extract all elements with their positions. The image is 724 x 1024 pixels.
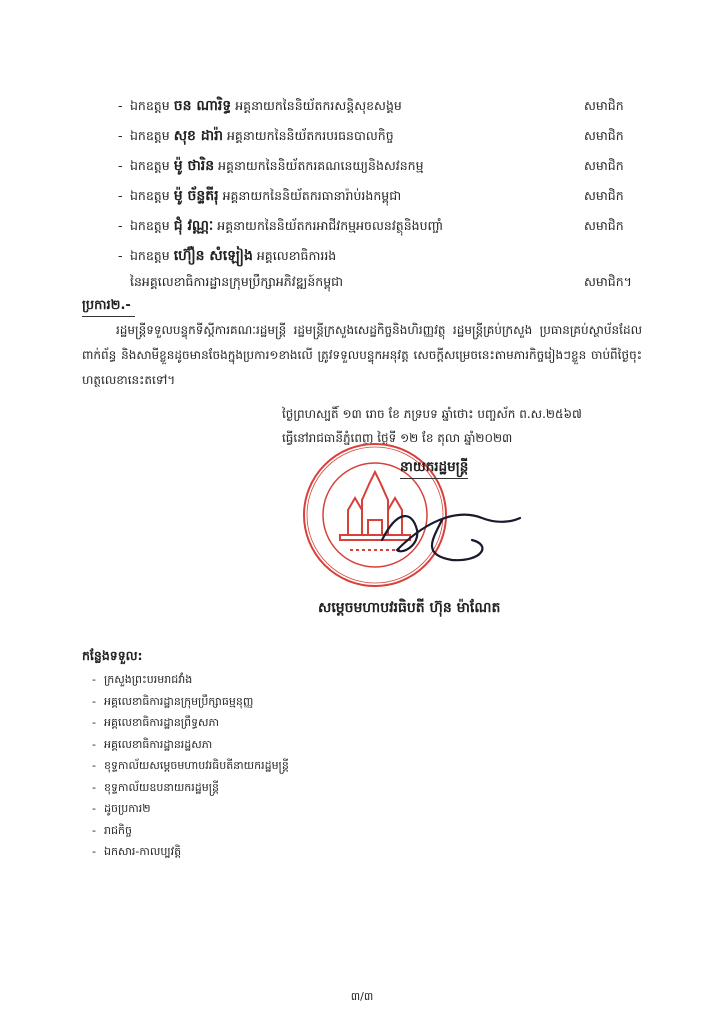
lunar-date: ថ្ងៃព្រហស្បតិ៍ ១៣ រោច ខែ ភទ្របទ ឆ្នាំថោះ បញ្ចស័ក ព.ស.២៥៦៧ <box>282 407 582 421</box>
article-heading: ប្រការ២.- <box>82 297 131 316</box>
list-item: - អគ្គលេខាធិការដ្ឋានរដ្ឋសភា <box>92 734 289 756</box>
list-item: - ខុទ្ទកាល័យឧបនាយករដ្ឋមន្ត្រី <box>92 777 289 799</box>
member-status: សមាជិក <box>584 128 624 143</box>
list-item: - ឯកសារ-កាលប្បវត្តិ <box>92 841 289 863</box>
list-item: - ក្រសួងព្រះបរមរាជវាំង <box>92 669 289 691</box>
member-row: - ឯកឧត្តម ហ៊ឿន សំឡៀង អគ្គលេខាធិការរង <box>118 248 337 264</box>
member-row: - ឯកឧត្តម សុខ ដារ៉ា អគ្គនាយកនៃនិយ័តករបរធនបាលកិច្ច សមាជិក <box>118 124 664 148</box>
member-row-continuation <box>130 270 664 294</box>
member-name: ជុំ វណ្ណៈ <box>173 218 214 234</box>
member-status: សមាជិក <box>584 158 624 173</box>
member-row: - ឯកឧត្តម ម៉ូ ច័ន្ទតីរុ អគ្គនាយកនៃនិយ័តករធានារ៉ាប់រងកម្ពុជា សមាជិក <box>118 184 664 208</box>
member-row: - ឯកឧត្តម ម៉ូ ថារិន អគ្គនាយកនៃនិយ័តករគណនេយ្យនិងសវនកម្ម សមាជិក <box>118 154 664 178</box>
list-item: - រាជកិច្ច <box>92 820 289 842</box>
article-body <box>82 318 642 393</box>
solar-date: ធ្វើនៅរាជធានីភ្នំពេញ ថ្ងៃទី ១២ ខែ តុលា ឆ្នាំ២០២៣ <box>282 431 513 445</box>
member-name: សុខ ដារ៉ា <box>173 128 223 144</box>
member-status: សមាជិក <box>584 188 624 203</box>
list-item: - អគ្គលេខាធិការដ្ឋានក្រុមប្រឹក្សាធម្មនុញ្ញ <box>92 691 289 713</box>
member-name: ម៉ូ ថារិន <box>173 158 215 174</box>
list-item: - អគ្គលេខាធិការដ្ឋានព្រឹទ្ធសភា <box>92 712 289 734</box>
member-role-continued: នៃអគ្គលេខាធិការដ្ឋានក្រុមប្រឹក្សាអភិវឌ្ឍន៍កម្ពុជា <box>130 274 344 289</box>
member-title: ឯកឧត្តម <box>130 188 170 203</box>
member-name: ម៉ូ ច័ន្ទតីរុ <box>173 188 219 204</box>
member-title: ឯកឧត្តម <box>130 218 170 233</box>
office-title: នាយករដ្ឋមន្ត្រី <box>400 458 468 478</box>
article-paragraph: រដ្ឋមន្ត្រីទទួលបន្ទុកទីស្តីការគណៈរដ្ឋមន្ត្រី រដ្ឋមន្ត្រីក្រសួងសេដ្ឋកិច្ចនិងហិរញ្ញវត្ថុ រដ្ឋមន្ត្រីគ្រប់ក្រសួង ប្រធានគ្រប់ស្ថាប័នដែលពាក់ព័ន្ធ និងសាមីខ្លួនដូចមានចែងក្នុងប្រការ១ខាងលើ ត្រូវទទួលបន្ទុកអនុវត្ត សេចក្តីសម្រេចនេះតាមភារកិច្ចរៀងៗខ្លួន ចាប់ពីថ្ងៃចុះហត្ថលេខានេះតទៅ។ <box>82 323 642 387</box>
member-role: អគ្គនាយកនៃនិយ័តករអាជីវកម្មអចលនវត្ថុនិងបញ្ចាំ <box>217 218 444 233</box>
member-title: ឯកឧត្តម <box>130 128 170 143</box>
member-title: ឯកឧត្តម <box>130 98 170 113</box>
member-title: ឯកឧត្តម <box>130 248 170 263</box>
recipients-heading: កន្លែងទទួល: <box>82 648 143 663</box>
page-number: ៣/៣ <box>350 990 374 1003</box>
member-role: អគ្គនាយកនៃនិយ័តករសន្តិសុខសង្គម <box>235 98 402 113</box>
member-status: សមាជិក <box>584 98 624 113</box>
member-role: អគ្គនាយកនៃនិយ័តករធានារ៉ាប់រងកម្ពុជា <box>222 188 402 203</box>
signer-name: សម្តេចមហាបវរធិបតី ហ៊ុន ម៉ាណែត <box>318 600 501 616</box>
member-role: អគ្គនាយកនៃនិយ័តករបរធនបាលកិច្ច <box>227 128 394 143</box>
member-status: សមាជិក។ <box>584 274 632 289</box>
member-row: - ឯកឧត្តម ជុំ វណ្ណៈ អគ្គនាយកនៃនិយ័តករអាជីវកម្មអចលនវត្ថុនិងបញ្ចាំ សមាជិក <box>118 214 664 238</box>
member-status: សមាជិក <box>584 218 624 233</box>
member-title: ឯកឧត្តម <box>130 158 170 173</box>
member-role: អគ្គនាយកនៃនិយ័តករគណនេយ្យនិងសវនកម្ម <box>218 158 424 173</box>
list-item: - ខុទ្ទកាល័យសម្តេចមហាបវរធិបតីនាយករដ្ឋមន្ត្រី <box>92 755 289 777</box>
member-name: ចន ណារិទ្ធ <box>173 98 232 114</box>
list-item: - ដូចប្រការ២ <box>92 798 289 820</box>
recipients-list <box>92 669 289 863</box>
member-row: - ឯកឧត្តម ចន ណារិទ្ធ អគ្គនាយកនៃនិយ័តករសន្តិសុខសង្គម សមាជិក <box>118 94 664 118</box>
handwritten-signature-icon <box>372 500 522 580</box>
member-name: ហ៊ឿន សំឡៀង <box>173 248 253 264</box>
member-role: អគ្គលេខាធិការរង <box>256 248 337 263</box>
